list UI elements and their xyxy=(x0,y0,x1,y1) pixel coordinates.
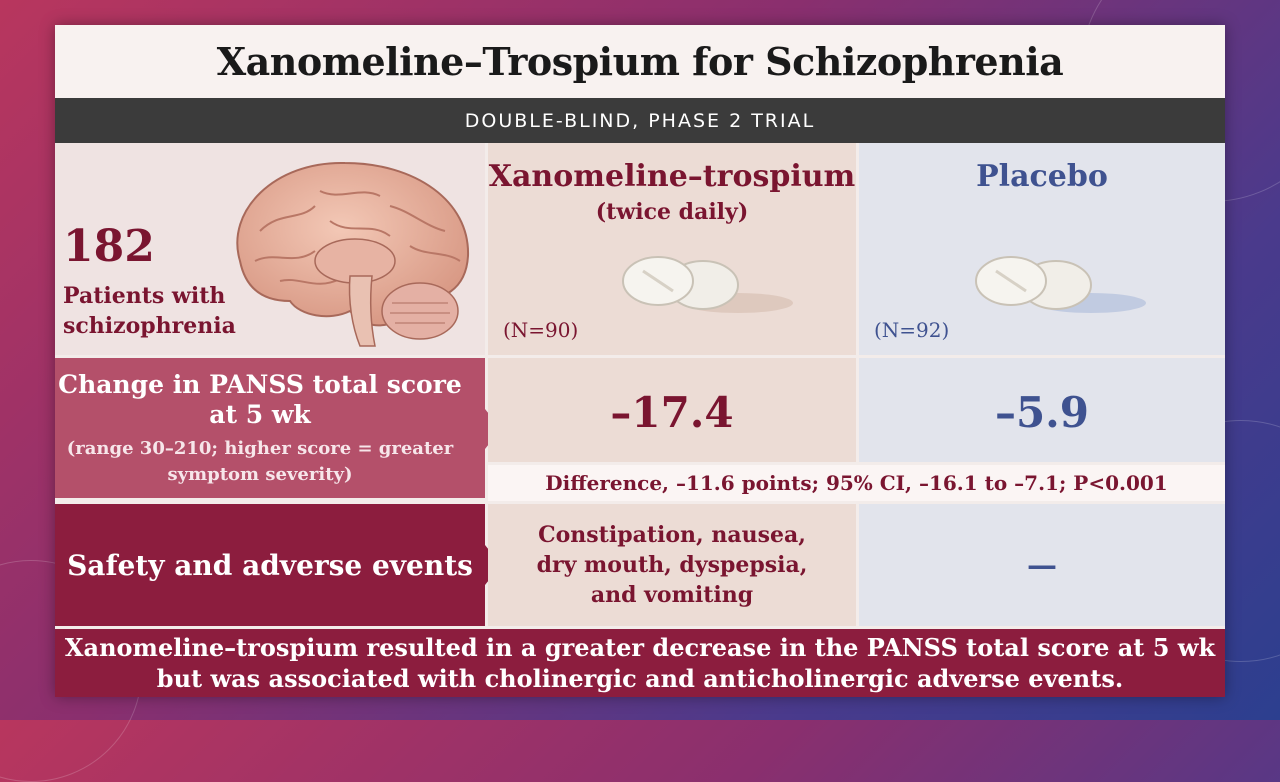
placebo-arm-name: Placebo xyxy=(976,159,1108,194)
panss-range-note: (range 30–210; higher score = greater symptom severity) xyxy=(66,438,454,485)
panss-outcome-label xyxy=(55,358,485,498)
pill-icon xyxy=(971,243,1151,323)
patient-count: 182 xyxy=(63,221,155,272)
safety-placebo-text: — xyxy=(1027,547,1057,583)
panss-label-text: Change in PANSS total score at 5 wk xyxy=(58,370,462,429)
placebo-arm-n: (N=92) xyxy=(874,318,950,342)
drug-arm-n: (N=90) xyxy=(503,318,579,342)
trial-design-banner: DOUBLE-BLIND, PHASE 2 TRIAL xyxy=(55,98,1225,143)
drug-arm-name: Xanomeline–trospium xyxy=(488,159,856,194)
infographic-card xyxy=(55,25,1225,697)
patient-label: Patients with schizophrenia xyxy=(63,283,236,339)
panss-placebo-value: –5.9 xyxy=(994,388,1090,437)
panss-difference: Difference, –11.6 points; 95% CI, –16.1 to –7.1; P<0.001 xyxy=(488,465,1225,501)
panss-drug-value: –17.4 xyxy=(610,388,734,437)
page-title: Xanomeline–Trospium for Schizophrenia xyxy=(55,25,1225,98)
safety-label-text: Safety and adverse events xyxy=(67,548,473,582)
panss-placebo-cell xyxy=(859,358,1225,462)
safety-label xyxy=(55,504,485,626)
conclusion-banner xyxy=(55,629,1225,697)
drug-arm-dosing: (twice daily) xyxy=(595,199,749,225)
conclusion-line-2: but was associated with cholinergic and anticholinergic adverse events. xyxy=(156,664,1124,693)
pill-icon xyxy=(618,243,798,323)
placebo-arm-header xyxy=(859,143,1225,355)
drug-arm-header xyxy=(488,143,856,355)
safety-drug-text: Constipation, nausea, dry mouth, dyspepsia, and vomiting xyxy=(536,522,808,608)
patients-cell xyxy=(55,143,485,355)
safety-placebo-cell xyxy=(859,504,1225,626)
conclusion-line-1: Xanomeline–trospium resulted in a greater decrease in the PANSS total score at 5 wk xyxy=(64,633,1216,662)
panss-drug-cell xyxy=(488,358,856,462)
safety-drug-cell xyxy=(488,504,856,626)
